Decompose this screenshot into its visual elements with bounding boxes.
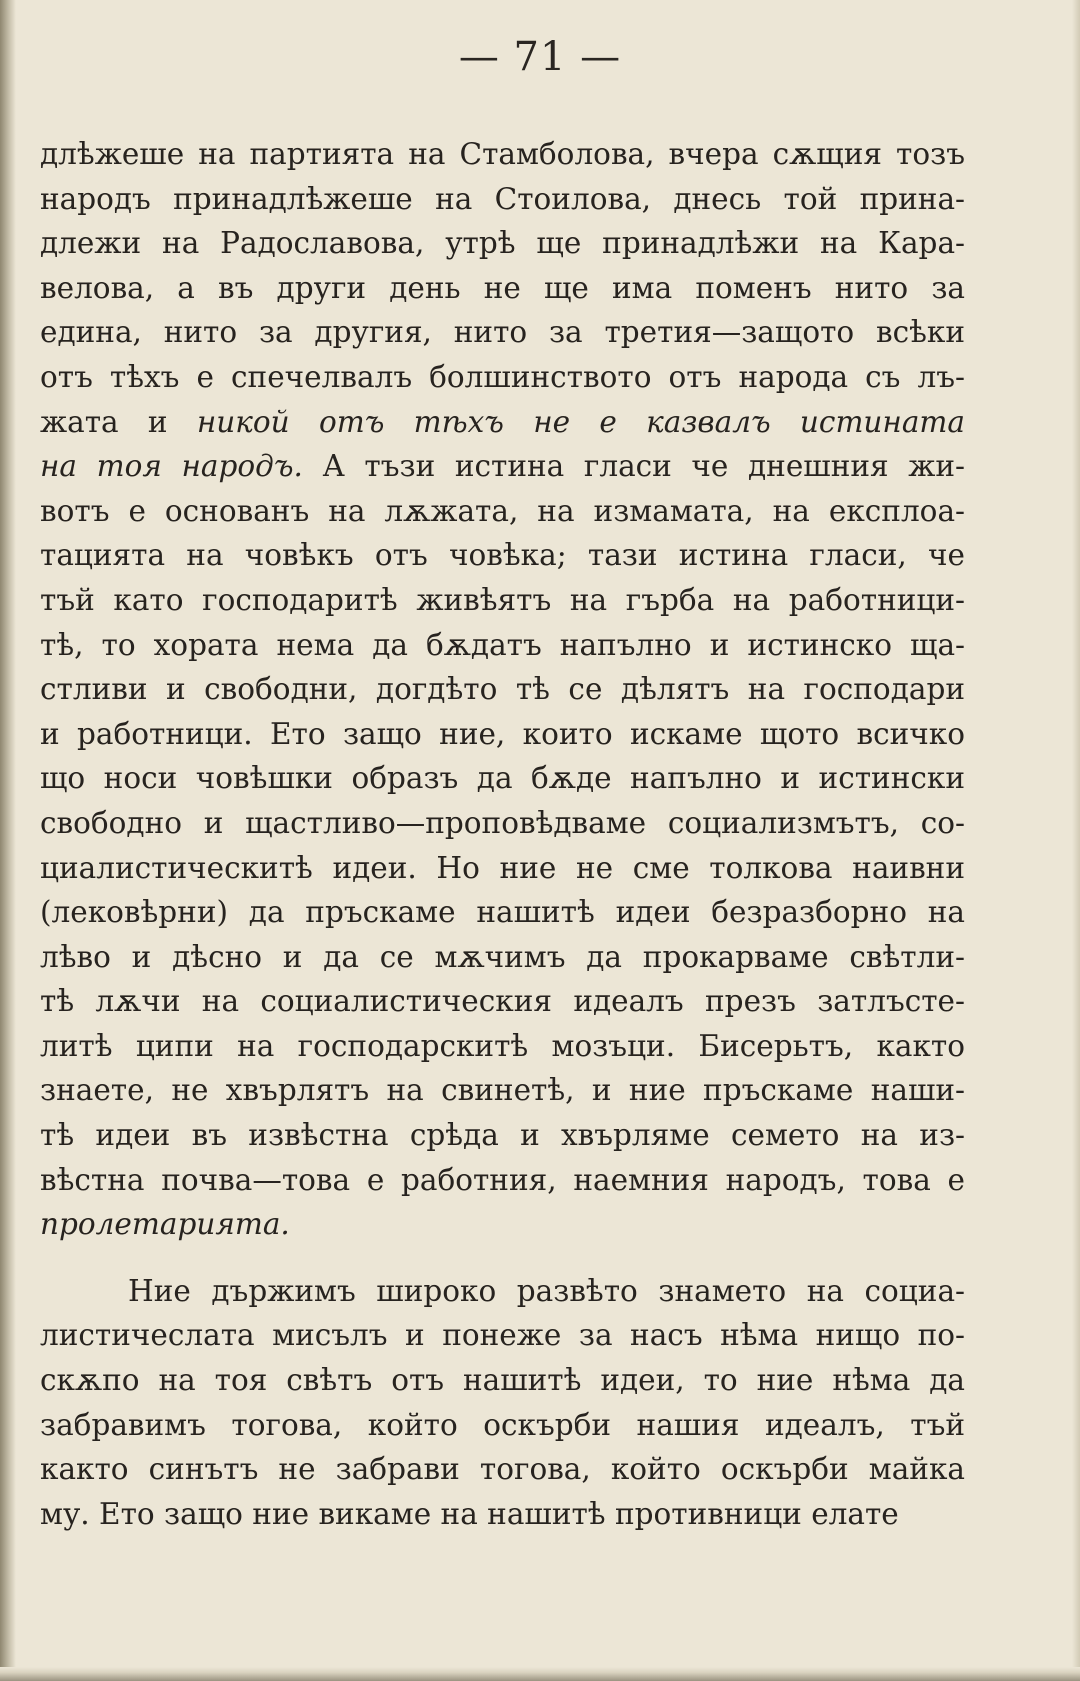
text-run: и работници. Ето защо ние, които искаме щото всичко (40, 716, 965, 751)
text-line (40, 400, 965, 445)
text-line (40, 177, 965, 222)
text-line (40, 1269, 965, 1314)
body-text (40, 132, 965, 1536)
text-run: (лековѣрни) да пръскаме нашитѣ идеи безразборно на (40, 895, 965, 930)
text-run: тѣ лѫчи на социалистическия идеалъ презъ затлъсте- (40, 984, 965, 1019)
text-line (40, 801, 965, 846)
text-run: А тъзи истина гласи че днешния жи- (302, 449, 965, 484)
paragraph-2 (40, 1269, 965, 1537)
text-line (40, 355, 965, 400)
text-line (40, 667, 965, 712)
text-line (40, 578, 965, 623)
text-run: отъ тѣхъ е спечелвалъ болшинството отъ народа съ лъ- (40, 359, 965, 394)
page-right-edge (1072, 0, 1080, 1681)
text-line (40, 266, 965, 311)
text-line (40, 1068, 965, 1113)
text-line (40, 1313, 965, 1358)
text-run: велова, а въ други день не ще има поменъ нито за (40, 270, 965, 305)
italic-text-run: на тоя народъ. (40, 449, 303, 484)
text-run: тѣ, то хората нема да бѫдатъ напълно и истинско щa- (40, 627, 965, 662)
text-run: листичеслата мисълъ и понеже за насъ нѣма нищо по- (40, 1318, 965, 1353)
text-line (40, 1158, 965, 1203)
text-line (40, 623, 965, 668)
text-run: Ние държимъ широко развѣто знамето на социа- (128, 1273, 965, 1308)
text-run: лѣво и дѣсно и да се мѫчимъ да прокарваме свѣтли- (40, 939, 965, 974)
text-run: забравимъ тогова, който оскърби нашия идеалъ, тъй (40, 1407, 965, 1442)
text-run: народъ принадлѣжеше на Стоилова, днесь той прина- (40, 181, 965, 216)
text-line (40, 221, 965, 266)
text-run: тѣ идеи въ извѣстна срѣда и хвърляме семето на из- (40, 1118, 965, 1153)
text-run: циалистическитѣ идеи. Но ние не сме толкова наивни (40, 850, 965, 885)
text-line (40, 1202, 965, 1247)
text-run: що носи човѣшки образъ да бѫде напълно и истински (40, 761, 965, 796)
text-line (40, 444, 965, 489)
text-run: му. Ето защо ние викаме на нашитѣ противници елате (40, 1496, 899, 1531)
text-line (40, 935, 965, 980)
text-run: тъй като господаритѣ живѣятъ на гърба на работници- (40, 582, 965, 617)
text-line (40, 1024, 965, 1069)
paragraph-gap (40, 1247, 965, 1269)
text-run: вѣстна почва—това е работния, наемния народъ, това е (40, 1162, 965, 1197)
italic-text-run: пролетарията. (40, 1207, 290, 1242)
text-line (40, 1113, 965, 1158)
text-run: длежи на Радославова, утрѣ ще принадлѣжи на Кара- (40, 226, 965, 261)
text-line (40, 1447, 965, 1492)
text-run: скѫпо на тоя свѣтъ отъ нашитѣ идеи, то ние нѣма да (40, 1363, 965, 1398)
text-run: литѣ ципи на господарскитѣ мозъци. Бисерьтъ, както (40, 1028, 965, 1063)
italic-text-run: никой отъ тѣхъ не е казвалъ истината (196, 404, 965, 439)
text-line (40, 310, 965, 355)
text-line (40, 1403, 965, 1448)
text-line (40, 846, 965, 891)
text-line (40, 890, 965, 935)
text-run: знаете, не хвърлятъ на свинетѣ, и ние пръскаме наши- (40, 1073, 965, 1108)
text-line (40, 1358, 965, 1403)
text-run: както синътъ не забрави тогова, който оскърби майка (40, 1452, 965, 1487)
text-run: жата и (40, 404, 197, 439)
text-run: длѣжеше на партията на Стамболова, вчера сѫщия тозъ (40, 137, 965, 171)
text-line (40, 1492, 965, 1537)
text-line (40, 979, 965, 1024)
page-left-edge-shadow (0, 0, 16, 1681)
text-run: вотъ е основанъ на лѫжата, на измамата, на експлоа- (40, 493, 965, 528)
text-line (40, 489, 965, 534)
text-line (40, 756, 965, 801)
text-run: свободно и щастливо—проповѣдваме социализмътъ, со- (40, 805, 965, 840)
page-number: — 71 — (458, 34, 622, 80)
text-line (40, 132, 965, 177)
text-run: единa, нито за другия, нито за третия—защото всѣки (40, 315, 965, 350)
text-run: тацията на човѣкъ отъ човѣка; тази истина гласи, че (40, 538, 965, 573)
text-line (40, 712, 965, 757)
page-bottom-edge-shadow (0, 1667, 1080, 1681)
text-run: стливи и свободни, догдѣто тѣ се дѣлятъ на господари (40, 672, 965, 707)
text-line (40, 533, 965, 578)
paragraph-1 (40, 132, 965, 1247)
